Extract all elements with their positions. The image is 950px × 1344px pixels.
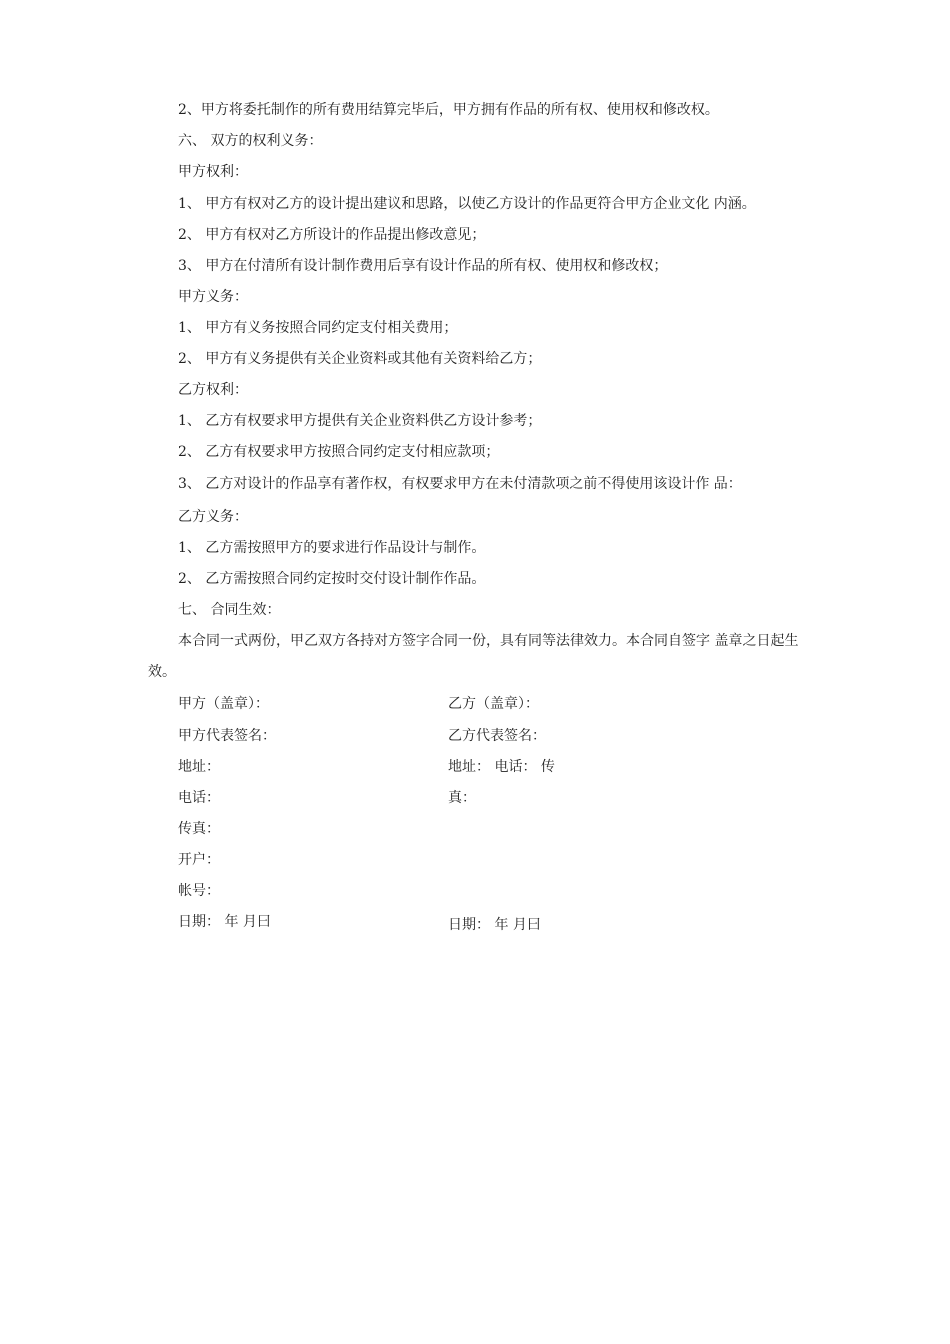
party-b-right-1: 1、 乙方有权要求甲方提供有关企业资料供乙方设计参考；	[178, 413, 542, 429]
party-b-obligation-1: 1、 乙方需按照甲方的要求进行作品设计与制作。	[178, 540, 486, 556]
party-a-fax: 传真：	[178, 821, 220, 837]
party-b-obligations-heading: 乙方义务：	[178, 509, 248, 525]
section-effect-heading: 七、 合同生效：	[178, 602, 281, 618]
party-a-rights-heading: 甲方权利：	[178, 164, 248, 180]
party-a-date: 日期： 年 月曰	[178, 914, 271, 930]
effect-paragraph: 本合同一式两份，甲乙双方各持对方签字合同一份，具有同等法律效力。本合同自签字 盖章之日起生效。	[148, 633, 799, 680]
party-b-fax-cont: 真：	[448, 790, 476, 806]
party-a-obligation-2: 2、 甲方有义务提供有关企业资料或其他有关资料给乙方；	[178, 351, 542, 367]
party-a-obligation-1: 1、 甲方有义务按照合同约定支付相关费用；	[178, 320, 458, 336]
party-a-bank: 开户：	[178, 852, 220, 868]
party-b-obligation-2: 2、 乙方需按照合同约定按时交付设计制作作品。	[178, 571, 486, 587]
section-rights-obligations-heading: 六、 双方的权利义务：	[178, 133, 323, 149]
party-b-date: 日期： 年 月曰	[448, 917, 541, 933]
party-a-seal: 甲方（盖章）：	[178, 696, 269, 712]
party-a-phone: 电话：	[178, 790, 220, 806]
party-a-right-3: 3、 甲方在付清所有设计制作费用后享有设计作品的所有权、使用权和修改权；	[178, 258, 668, 274]
party-b-right-2: 2、 乙方有权要求甲方按照合同约定支付相应款项；	[178, 444, 500, 460]
party-a-account: 帐号：	[178, 883, 220, 899]
party-a-address: 地址：	[178, 759, 220, 775]
party-a-right-1: 1、 甲方有权对乙方的设计提出建议和思路，以使乙方设计的作品更符合甲方企业文化 内涵。	[178, 196, 756, 212]
party-a-right-2: 2、 甲方有权对乙方所设计的作品提出修改意见；	[178, 227, 486, 243]
party-a-obligations-heading: 甲方义务：	[178, 289, 248, 305]
party-a-representative: 甲方代表签名：	[178, 728, 276, 744]
party-b-seal: 乙方（盖章）：	[448, 696, 539, 712]
party-b-representative: 乙方代表签名：	[448, 728, 546, 744]
clause-ownership-line: 2、甲方将委托制作的所有费用结算完毕后，甲方拥有作品的所有权、使用权和修改权。	[178, 102, 719, 118]
party-b-address-phone-fax: 地址： 电话： 传	[448, 759, 555, 775]
party-b-right-3: 3、 乙方对设计的作品享有著作权，有权要求甲方在未付清款项之前不得使用该设计作 品：	[178, 476, 742, 492]
party-b-rights-heading: 乙方权利：	[178, 382, 248, 398]
